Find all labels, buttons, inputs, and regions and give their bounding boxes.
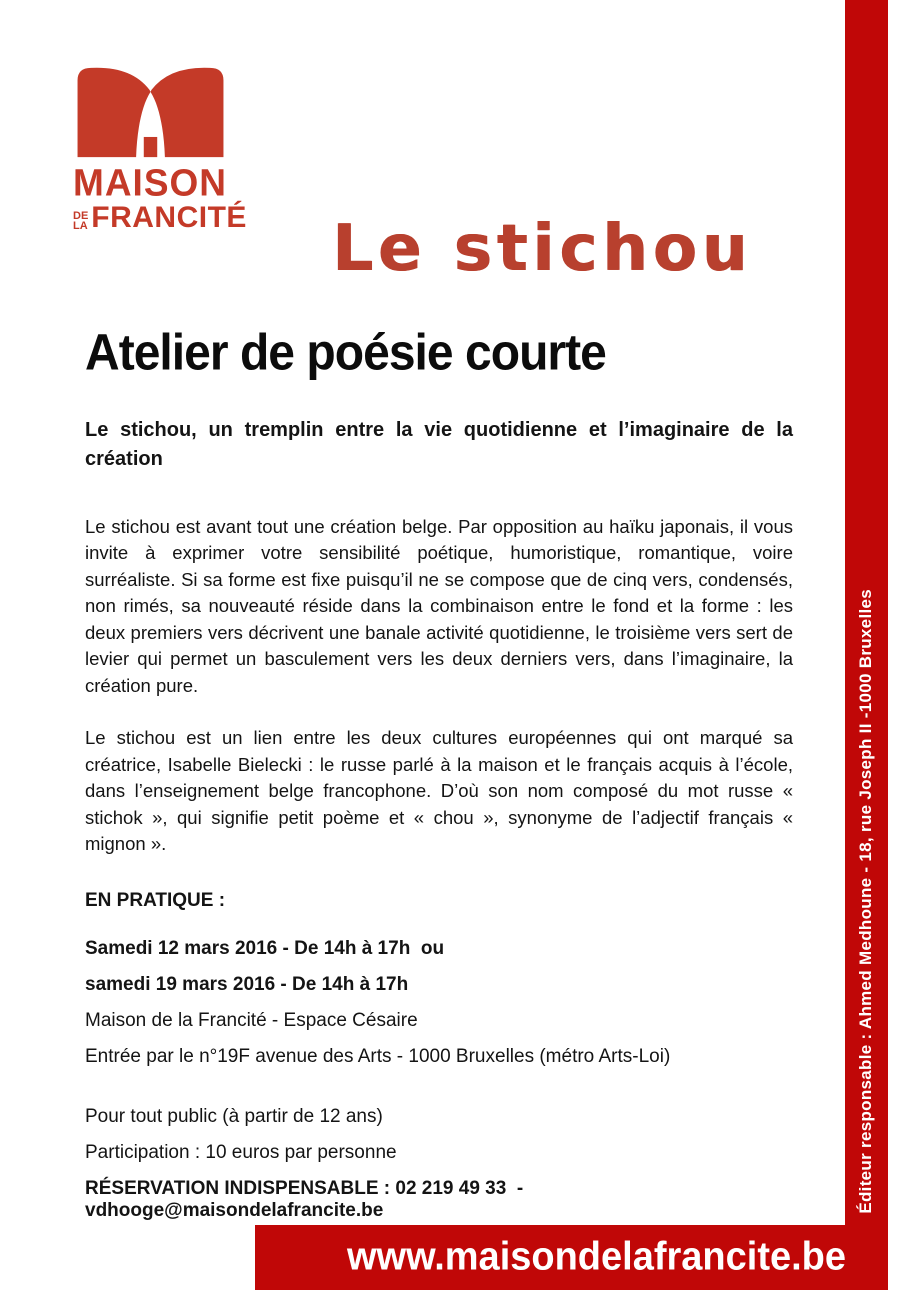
main-content <box>85 326 793 1222</box>
date-line-2: samedi 19 mars 2016 - De 14h à 17h <box>85 973 409 995</box>
date-line-1: Samedi 12 mars 2016 - De 14h à 17h ou <box>85 937 445 959</box>
intro-text: Le stichou, un tremplin entre la vie quotidienne et l’imaginaire de la création <box>85 418 793 470</box>
venue-line: Maison de la Francité - Espace Césaire <box>85 1009 418 1031</box>
main-heading: Atelier de poésie courte <box>85 324 606 382</box>
footer-website-link[interactable]: www.maisondelafrancite.be <box>346 1234 847 1280</box>
fee-line: Participation : 10 euros par personne <box>85 1141 397 1163</box>
logo-wordmark-francite: FRANCITÉ <box>91 201 247 234</box>
side-red-bar <box>845 0 888 1290</box>
address-line: Entrée par le n°19F avenue des Arts - 1000 Bruxelles (métro Arts-Loi) <box>85 1045 671 1067</box>
audience-line: Pour tout public (à partir de 12 ans) <box>85 1105 383 1127</box>
body-paragraph-2: Le stichou est un lien entre les deux cultures européennes qui ont marqué sa créatrice, Isabelle Bielecki : le russe parlé à la maison et le français acquis à l’école, dans l’enseignement belge francophone. D’où son nom composé du mot russe « stichok », qui signifie petit poème et « chou », synonyme de l’adjectif français « mignon ». <box>85 727 793 855</box>
editor-credit: Éditeur responsable : Ahmed Medhoune - 18, rue Joseph II -1000 Bruxelles <box>856 589 875 1214</box>
footer-bar <box>255 1225 888 1290</box>
practical-heading: EN PRATIQUE : <box>85 889 226 911</box>
maison-francite-logo <box>73 64 247 234</box>
logo-wordmark-maison: MAISON <box>73 161 227 204</box>
reservation-line: RÉSERVATION INDISPENSABLE : 02 219 49 33 - vdhooge@maisondelafrancite.be <box>85 1177 524 1221</box>
maison-logo-icon <box>73 64 231 160</box>
logo-wordmark-de-la: DE LA <box>73 210 89 232</box>
body-paragraph-1: Le stichou est avant tout une création belge. Par opposition au haïku japonais, il vous invite à exprimer votre sensibilité poétique, humoristique, romantique, voire surréaliste. Si sa forme est fixe puisqu’il ne se compose que de cinq vers, condensés, non rimés, sa nouveauté réside dans la combinaison entre le fond et la forme : les deux premiers vers décrivent une banale activité quotidienne, le troisième vers sert de levier qui permet un basculement vers les deux derniers vers, dans l’imaginaire, la création pure. <box>85 515 793 696</box>
page-title: Le stichou <box>332 212 753 286</box>
info-block <box>85 1106 793 1222</box>
